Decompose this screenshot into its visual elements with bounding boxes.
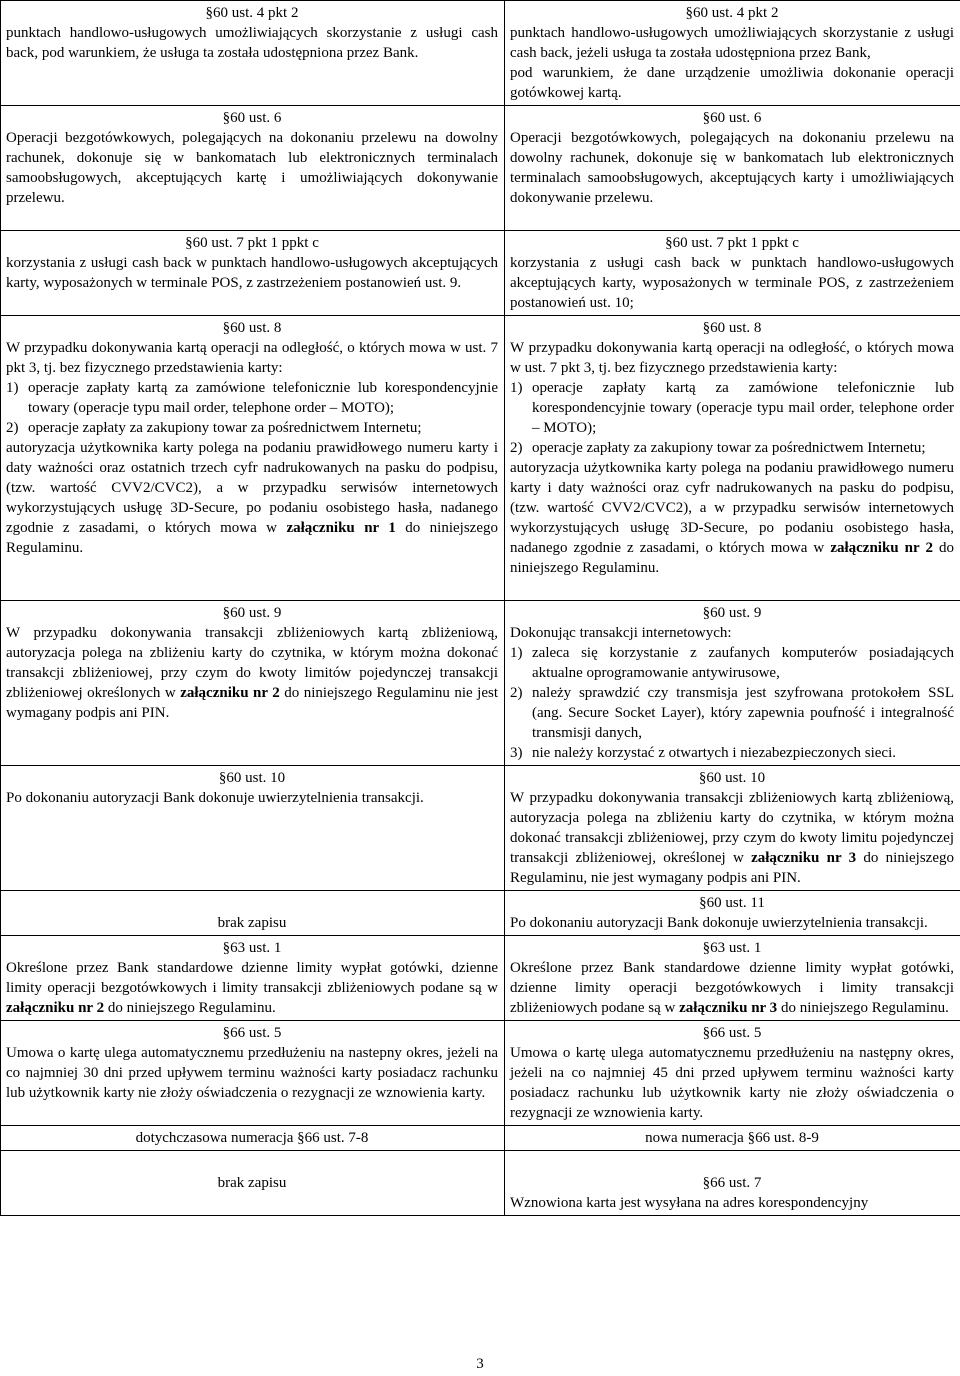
section-heading: §66 ust. 5: [702, 1025, 762, 1041]
section-heading: §60 ust. 9: [222, 605, 282, 621]
section-heading: §63 ust. 1: [222, 940, 282, 956]
section-heading: §60 ust. 11: [699, 895, 765, 911]
section-text: Wznowiona karta jest wysyłana na adres korespondencyjny: [510, 1195, 869, 1211]
old-text-cell: [1, 1126, 505, 1151]
old-text-cell: [1, 1, 505, 106]
table-row: [1, 936, 960, 1021]
section-heading: §60 ust. 7 pkt 1 ppkt c: [665, 235, 799, 251]
old-text-cell: [1, 316, 505, 601]
new-text-cell: [505, 231, 960, 316]
section-heading: §60 ust. 10: [218, 770, 286, 786]
section-text: W przypadku dokonywania kartą operacji na odległość, o których mowa w ust. 7 pkt 3, tj. bez fizycznego przedstawienia karty:: [6, 340, 498, 376]
page-number: 3: [476, 1356, 484, 1372]
no-entry-label: brak zapisu: [217, 1175, 287, 1191]
table-row: [1, 106, 960, 231]
section-text: Operacji bezgotówkowych, polegających na dokonaniu przelewu na dowolny rachunek, dokonuje się w bankomatach lub elektronicznych terminalach samoobsługowych, akceptujących kartę i umożliwiających dokonywanie przelewu.: [6, 130, 498, 206]
section-heading: §60 ust. 8: [702, 320, 762, 336]
section-text: Określone przez Bank standardowe dzienne limity wypłat gotówki, dzienne limity operacji bezgotówkowych i limity transakcji zbliżeniowych podane są w załączniku nr 3 do niniejszego Regulaminu.: [510, 960, 954, 1016]
section-heading: §60 ust. 6: [702, 110, 762, 126]
new-text-cell: [505, 601, 960, 766]
section-heading: §66 ust. 5: [222, 1025, 282, 1041]
section-text: W przypadku dokonywania transakcji zbliżeniowych kartą zbliżeniową, autoryzacja polega na zbliżeniu karty do czytnika, w którym można dokonać transakcji zbliżeniowej, przy czym do kwoty limitów pojedynczej transakcji zbliżeniowej określonych w załączniku nr 2 do niniejszego Regulaminu nie jest wymagany podpis ani PIN.: [6, 625, 498, 721]
table-row: [1, 1, 960, 106]
numbering-note: nowa numeracja §66 ust. 8-9: [645, 1130, 819, 1146]
list-item: 1) operacje zapłaty kartą za zamówione telefonicznie lub korespondencyjnie towary (operacje typu mail order, telephone order – MOTO);: [510, 380, 954, 436]
section-text: Po dokonaniu autoryzacji Bank dokonuje uwierzytelnienia transakcji.: [510, 915, 928, 931]
list-item: 2) operacje zapłaty za zakupiony towar za pośrednictwem Internetu;: [6, 420, 422, 436]
old-text-cell: [1, 1021, 505, 1126]
section-text: autoryzacja użytkownika karty polega na podaniu prawidłowego numeru karty i daty ważności oraz cyfr nadrukowanych na pasku do podpisu, (tzw. wartość CVV2/CVC2), a w przypadku serwisów internetowych wykorzystujących usługę 3D-Secure, po podaniu osobistego hasła, nadanego zgodnie z zasadami, o których mowa w załączniku nr 2 do niniejszego Regulaminu.: [510, 460, 955, 576]
section-heading: §66 ust. 7: [702, 1175, 762, 1191]
section-text: Dokonując transakcji internetowych:: [510, 625, 732, 641]
section-text: pod warunkiem, że dane urządzenie umożliwia dokonanie operacji gotówkowej kartą.: [510, 65, 954, 101]
old-text-cell: [1, 936, 505, 1021]
section-text: Operacji bezgotówkowych, polegających na dokonaniu przelewu na dowolny rachunek, dokonuje się w bankomatach lub elektronicznych terminalach samoobsługowych, akceptujących karty i umożliwiających dokonywanie przelewu.: [510, 130, 954, 206]
new-text-cell: [505, 766, 960, 891]
no-entry-label: brak zapisu: [217, 915, 287, 931]
new-text-cell: [505, 316, 960, 601]
old-text-cell: [1, 106, 505, 231]
section-text: korzystania z usługi cash back w punktach handlowo-usługowych akceptujących karty, wyposażonych w terminale POS, z zastrzeżeniem postanowień ust. 10;: [510, 255, 954, 311]
table-row: [1, 766, 960, 891]
new-text-cell: [505, 1126, 960, 1151]
new-text-cell: [505, 891, 960, 936]
table-row: [1, 1021, 960, 1126]
old-text-cell: [1, 1151, 505, 1216]
table-row: [1, 891, 960, 936]
section-text: Umowa o kartę ulega automatycznemu przedłużeniu na nastepny okres, jeżeli na co najmniej 30 dni przed upływem terminu ważności karty posiadacz rachunku lub użytkownik karty nie złoży oświadczenia o rezygnacji ze wznowienia karty.: [6, 1045, 498, 1101]
old-text-cell: [1, 766, 505, 891]
section-heading: §60 ust. 6: [222, 110, 282, 126]
section-heading: §63 ust. 1: [702, 940, 762, 956]
table-row: [1, 231, 960, 316]
section-text: W przypadku dokonywania kartą operacji na odległość, o których mowa w ust. 7 pkt 3, tj. bez fizycznego przedstawienia karty:: [510, 340, 954, 376]
new-text-cell: [505, 1, 960, 106]
table-row: [1, 316, 960, 601]
old-text-cell: [1, 231, 505, 316]
section-heading: §60 ust. 10: [698, 770, 766, 786]
new-text-cell: [505, 1151, 960, 1216]
list-item: 1) operacje zapłaty kartą za zamówione telefonicznie lub korespondencyjnie towary (operacje typu mail order, telephone order – MOTO);: [6, 380, 498, 416]
section-heading: §60 ust. 4 pkt 2: [205, 5, 299, 21]
section-text: korzystania z usługi cash back w punktach handlowo-usługowych akceptujących karty, wyposażonych w terminale POS, z zastrzeżeniem postanowień ust. 9.: [6, 255, 498, 291]
section-text: W przypadku dokonywania transakcji zbliżeniowych kartą zbliżeniową, autoryzacja polega na zbliżeniu karty do czytnika, w którym można dokonać transakcji zbliżeniowej, przy czym do kwoty limitu pojedynczej transakcji zbliżeniowej, określonej w załączniku nr 3 do niniejszego Regulaminu, nie jest wymagany podpis ani PIN.: [510, 790, 954, 886]
list-item: 2) operacje zapłaty za zakupiony towar za pośrednictwem Internetu;: [510, 440, 926, 456]
table-row: [1, 601, 960, 766]
section-heading: §60 ust. 8: [222, 320, 282, 336]
new-text-cell: [505, 1021, 960, 1126]
section-text: punktach handlowo-usługowych umożliwiających skorzystanie z usługi cash back, pod warunkiem, że usługa ta została udostępniona przez Bank.: [6, 25, 498, 61]
section-text: autoryzacja użytkownika karty polega na podaniu prawidłowego numeru karty i daty ważności oraz ostatnich trzech cyfr nadrukowanych na pasku do podpisu, (tzw. wartość CVV2/CVC2), a w przypadku serwisów internetowych wykorzystujących usługę 3D-Secure, po podaniu osobistego hasła, nadanego zgodnie z zasadami, o których mowa w załączniku nr 1 do niniejszego Regulaminu.: [6, 440, 498, 556]
list-item: 1) zaleca się korzystanie z zaufanych komputerów posiadających aktualne oprogramowanie antywirusowe,: [510, 645, 954, 681]
numbering-note: dotychczasowa numeracja §66 ust. 7-8: [135, 1130, 369, 1146]
section-text: Określone przez Bank standardowe dzienne limity wypłat gotówki, dzienne limity operacji bezgotówkowych i limity transakcji zbliżeniowych podane są w załączniku nr 2 do niniejszego Regulaminu.: [6, 960, 498, 1016]
old-text-cell: [1, 891, 505, 936]
table-row: [1, 1151, 960, 1216]
list-item: 3) nie należy korzystać z otwartych i niezabezpieczonych sieci.: [510, 745, 896, 761]
section-text: punktach handlowo-usługowych umożliwiających skorzystanie z usługi cash back, jeżeli usługa ta została udostępniona przez Bank,: [510, 25, 954, 61]
table-row: [1, 1126, 960, 1151]
section-text: Po dokonaniu autoryzacji Bank dokonuje uwierzytelnienia transakcji.: [6, 790, 424, 806]
section-heading: §60 ust. 4 pkt 2: [685, 5, 779, 21]
section-text: Umowa o kartę ulega automatycznemu przedłużeniu na następny okres, jeżeli na co najmniej 45 dni przed upływem terminu ważności karty posiadacz rachunku lub użytkownik karty nie złoży oświadczenia o rezygnacji ze wznowienia karty.: [510, 1045, 954, 1121]
list-item: 2) należy sprawdzić czy transmisja jest szyfrowana protokołem SSL (ang. Secure Socket Layer), który zapewnia poufność i integralność transmisji danych,: [510, 685, 954, 741]
old-text-cell: [1, 601, 505, 766]
new-text-cell: [505, 936, 960, 1021]
section-heading: §60 ust. 7 pkt 1 ppkt c: [185, 235, 319, 251]
new-text-cell: [505, 106, 960, 231]
section-heading: §60 ust. 9: [702, 605, 762, 621]
